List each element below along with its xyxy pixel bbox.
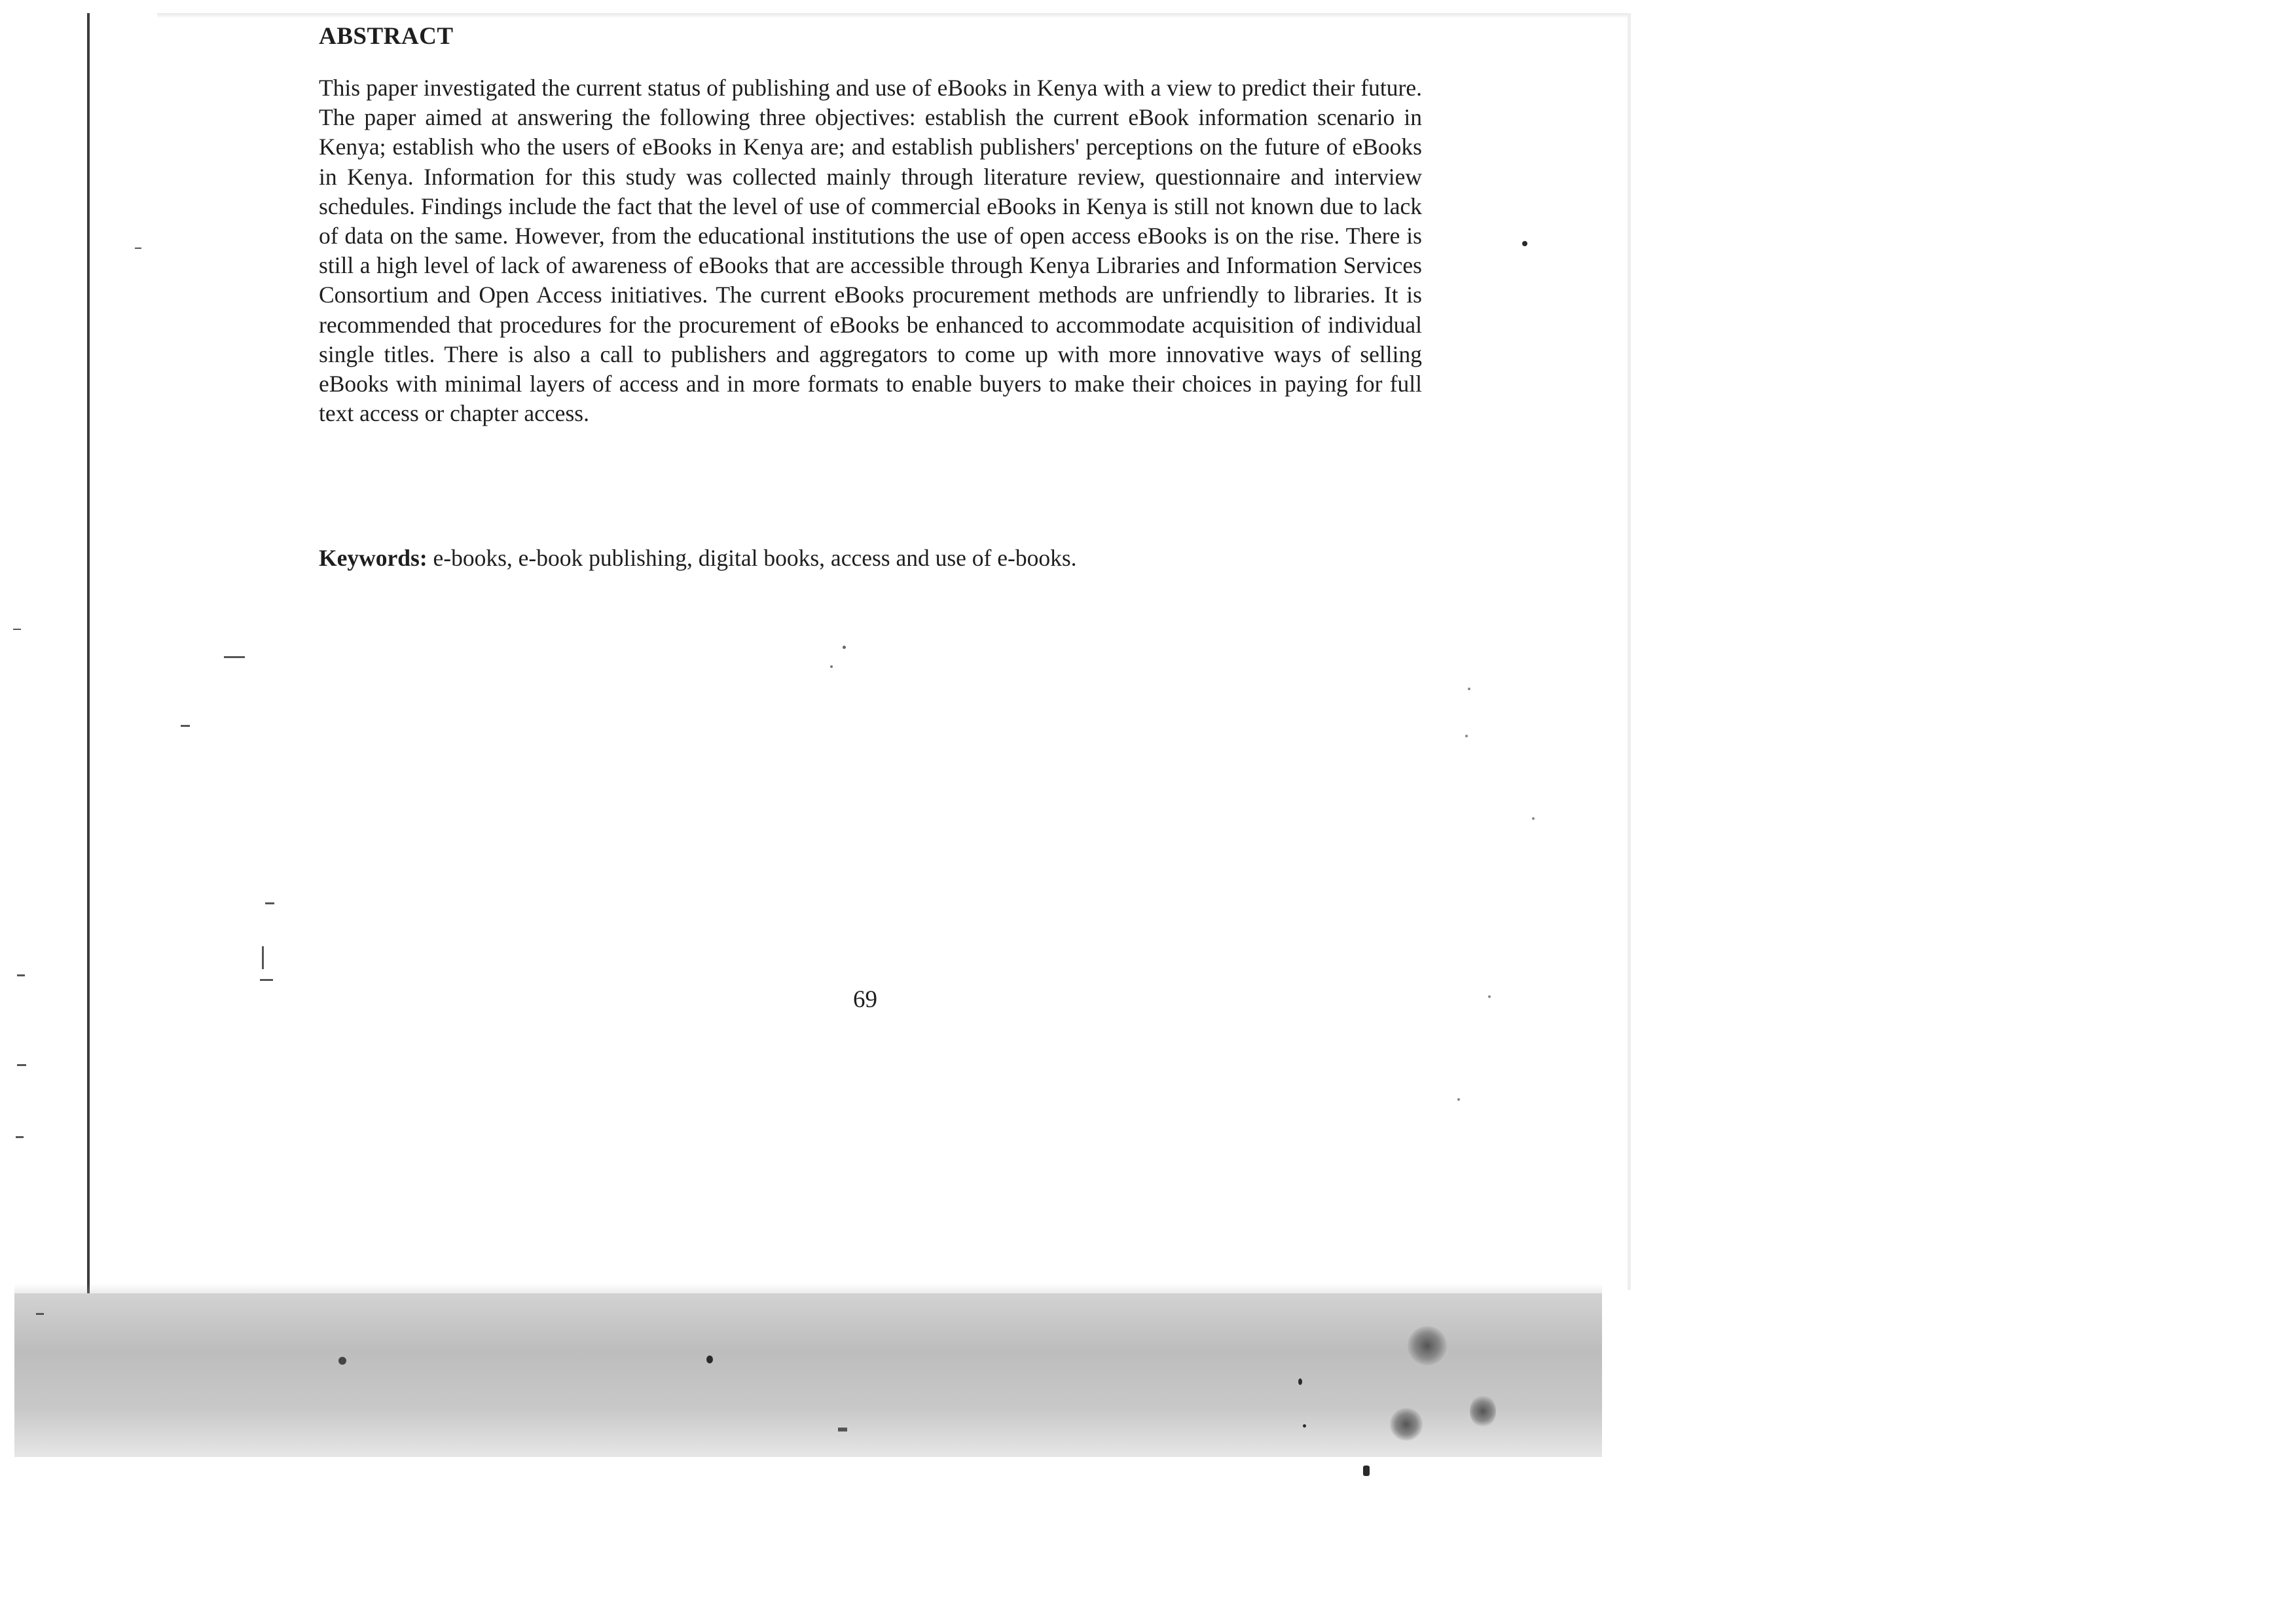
scan-dash: [262, 957, 264, 969]
page-number: 69: [853, 986, 877, 1013]
scan-speck: [1457, 1098, 1460, 1101]
page-right-edge: [1628, 13, 1631, 1290]
scan-speck: [843, 646, 846, 649]
scan-speck: [706, 1356, 713, 1363]
abstract-heading: ABSTRACT: [319, 23, 454, 50]
scan-speck: [338, 1357, 346, 1365]
scan-speck: [830, 665, 833, 668]
scan-blot: [1408, 1326, 1447, 1365]
scan-speck: [1298, 1378, 1302, 1385]
scan-dash: [838, 1428, 847, 1431]
scan-speck: [1465, 735, 1468, 737]
scan-speck: [1522, 241, 1527, 246]
scan-dash: [36, 1313, 44, 1315]
keywords-line: [319, 544, 1432, 573]
scan-dash: [13, 629, 21, 630]
scan-speck: [1532, 817, 1535, 820]
scan-dash: [17, 1064, 26, 1066]
scan-dash: [17, 974, 25, 976]
keywords-label: Keywords:: [319, 545, 428, 571]
scan-blot: [1390, 1408, 1423, 1441]
scan-speck: [1468, 688, 1470, 690]
keywords-text: e-books, e-book publishing, digital books, access and use of e-books.: [427, 545, 1077, 571]
scan-dash: [16, 1136, 24, 1138]
scan-dash: [135, 248, 141, 249]
scan-dash: [260, 979, 273, 981]
scan-speck: [1363, 1466, 1370, 1476]
scan-speck: [1303, 1424, 1306, 1428]
scan-blot: [1470, 1395, 1496, 1428]
page-top-edge: [157, 13, 1630, 18]
abstract-paragraph: This paper investigated the current status of publishing and use of eBooks in Kenya with a view to predict their future. The paper aimed at answering the following three objectives: establish the current eBook information scenario in Kenya; establish who the users of eBooks in Kenya are; and establish publishers' perceptions on the future of eBooks in Kenya. Information for this study was collected mainly through literature review, questionnaire and interview schedules. Findings include the fact that the level of use of commercial eBooks in Kenya is still not known due to lack of data on the same. However, from the educational institutions the use of open access eBooks is on the rise. There is still a high level of lack of awareness of eBooks that are accessible through Kenya Libraries and Information Services Consortium and Open Access initiatives. The current eBooks procurement methods are unfriendly to libraries. It is recommended that procedures for the procurement of eBooks be enhanced to accommodate acquisition of individual single titles. There is also a call to publishers and aggregators to come up with more innovative ways of selling eBooks with minimal layers of access and in more formats to enable buyers to make their choices in paying for full text access or chapter access.: [319, 75, 1422, 427]
scan-speck: [1488, 995, 1491, 998]
binding-line: [87, 13, 90, 1300]
scan-dash: [265, 902, 274, 904]
scan-dash: [224, 656, 245, 658]
scan-dash: [181, 725, 190, 727]
scan-shadow-strip: [14, 1293, 1602, 1457]
